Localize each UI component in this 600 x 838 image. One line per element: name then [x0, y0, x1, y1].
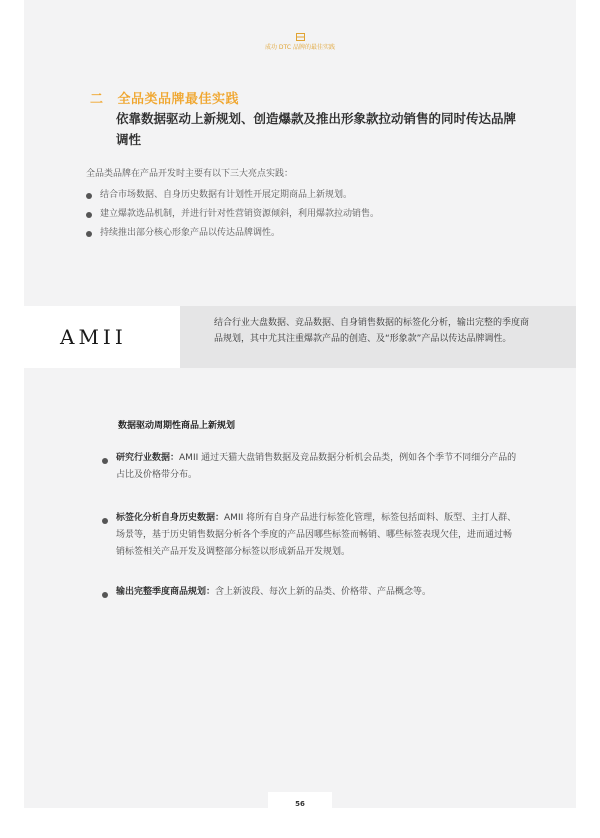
section-subtitle: 依靠数据驱动上新规划、创造爆款及推出形象款拉动销售的同时传达品牌调性: [116, 111, 517, 147]
list-item: 持续推出部分核心形象产品以传达品牌调性。: [86, 224, 379, 243]
page-number: 56: [295, 800, 305, 808]
section-number: 二: [90, 92, 104, 107]
bullet-icon: [102, 458, 108, 464]
list-item: 标签化分析自身历史数据：AMII 将所有自身产品进行标签化管理，标签包括面料、版型、主打人群、场景等，基于历史销售数据分析各个季度的产品因哪些标签而畅销、哪些标签表现欠佳，进而通过畅销标签相关产品开发及调整部分标签以形成新品开发规划。: [102, 514, 520, 561]
bullet-icon: [86, 231, 92, 237]
list-item: 建立爆款选品机制，并进行针对性营销资源倾斜，利用爆款拉动销售。: [86, 205, 379, 224]
list-item: 输出完整季度商品规划：含上新波段、每次上新的品类、价格带、产品概念等。: [102, 588, 520, 601]
list-item: 研究行业数据：AMII 通过天猫大盘销售数据及竞品数据分析机会品类，例如各个季节不同细分产品的占比及价格带分布。: [102, 454, 520, 484]
section-title: 全品类品牌最佳实践: [117, 92, 240, 107]
bullet-icon: [86, 193, 92, 199]
highlights-list: [86, 186, 379, 243]
bullet-icon: [102, 518, 108, 524]
book-icon: [294, 32, 306, 41]
brand-description: 结合行业大盘数据、竞品数据、自身销售数据的标签化分析，输出完整的季度商品规划，其中尤其注重爆款产品的创造、及“形象款”产品以传达品牌调性。: [214, 318, 530, 344]
brand-logo: AMII: [60, 325, 127, 349]
bullet-icon: [102, 592, 108, 598]
section-heading: [90, 88, 239, 107]
header-title: 成功 DTC 品牌的最佳实践: [265, 44, 335, 51]
bullet-icon: [86, 212, 92, 218]
list-item: 结合市场数据、自身历史数据有计划性开展定期商品上新规划。: [86, 186, 379, 205]
intro-text: 全品类品牌在产品开发时主要有以下三大亮点实践：: [86, 169, 294, 179]
detail-heading: 数据驱动周期性商品上新规划: [118, 421, 236, 431]
